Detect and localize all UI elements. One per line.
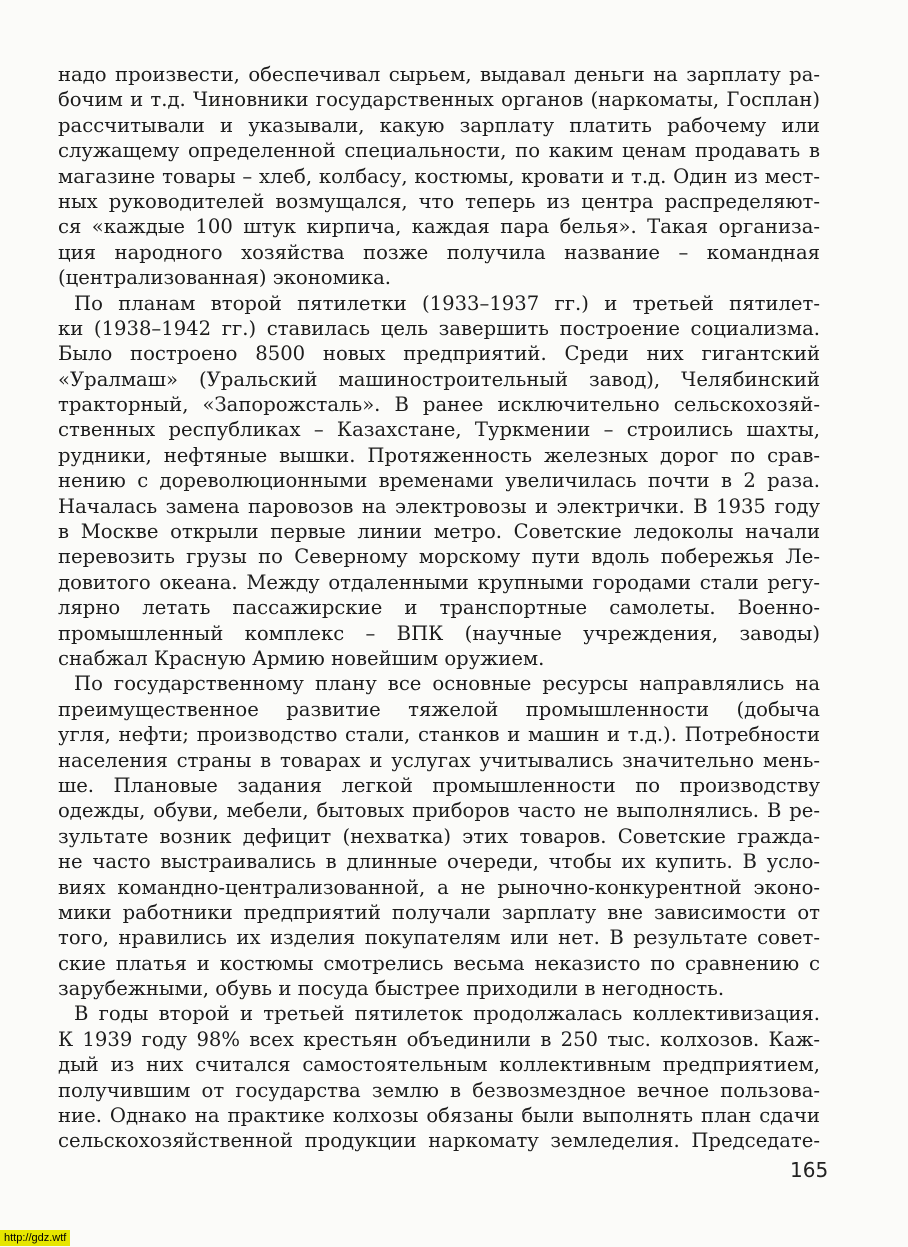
page-number: 165 xyxy=(790,1158,829,1182)
text-line: преимущественное развитие тяжелой промышленности (добыча xyxy=(58,697,820,721)
text-line: Было построено 8500 новых предприятий. Среди них гигантский xyxy=(58,342,820,366)
text-line: перевозить грузы по Северному морскому пути вдоль побережья Ле- xyxy=(58,545,820,569)
text-line: лярно летать пассажирские и транспортные самолеты. Военно- xyxy=(58,596,820,620)
text-line: довитого океана. Между отдаленными крупными городами стали регу- xyxy=(58,570,820,594)
text-line: в Москве открыли первые линии метро. Советские ледоколы начали xyxy=(58,520,820,544)
text-line: виях командно-централизованной, а не рыночно-конкурентной эконо- xyxy=(58,875,820,899)
text-line: снабжал Красную Армию новейшим оружием. xyxy=(58,646,545,670)
text-line: промышленный комплекс – ВПК (научные учреждения, заводы) xyxy=(58,621,820,645)
text-line: служащему определенной специальности, по каким ценам продавать в xyxy=(58,139,820,163)
text-line: ся «каждые 100 штук кирпича, каждая пара белья». Такая организа- xyxy=(58,215,820,239)
text-line: ки (1938–1942 гг.) ставилась цель завершить построение социализма. xyxy=(58,316,820,340)
text-line: По планам второй пятилетки (1933–1937 гг.) и третьей пятилет- xyxy=(74,291,820,315)
text-line: (централизованная) экономика. xyxy=(58,266,392,290)
text-line: рудники, нефтяные вышки. Протяженность железных дорог по срав- xyxy=(58,443,820,467)
text-line: населения страны в товарах и услугах учитывались значительно мень- xyxy=(58,748,820,772)
text-line: надо произвести, обеспечивал сырьем, выдавал деньги на зарплату ра- xyxy=(58,63,820,86)
text-line: нению с дореволюционными временами увеличилась почти в 2 раза. xyxy=(58,469,820,493)
text-line: ские платья и костюмы смотрелись весьма неказисто по сравнению с xyxy=(58,951,820,975)
text-line: дый из них считался самостоятельным коллективным предприятием, xyxy=(58,1053,820,1077)
text-line: По государственному плану все основные ресурсы направлялись на xyxy=(74,672,820,696)
text-line: одежды, обуви, мебели, бытовых приборов часто не выполнялись. В ре- xyxy=(58,799,820,823)
text-line: зультате возник дефицит (нехватка) этих товаров. Советские гражда- xyxy=(58,824,820,848)
text-line: бочим и т.д. Чиновники государственных органов (наркоматы, Госплан) xyxy=(58,88,820,112)
text-line: Началась замена паровозов на электровозы и электрички. В 1935 году xyxy=(58,494,820,518)
text-line: ственных республиках – Казахстане, Туркмении – строились шахты, xyxy=(58,418,820,442)
text-line: сельскохозяйственной продукции наркомату земледелия. Председате- xyxy=(58,1129,820,1153)
text-line: не часто выстраивались в длинные очереди, чтобы их купить. В усло- xyxy=(58,850,820,874)
text-line: мики работники предприятий получали зарплату вне зависимости от xyxy=(58,900,820,924)
main-text xyxy=(58,62,820,1154)
text-line: К 1939 году 98% всех крестьян объединили в 250 тыс. колхозов. Каж- xyxy=(58,1027,820,1051)
text-line: зарубежными, обувь и посуда быстрее приходили в негодность. xyxy=(58,977,725,1001)
text-line: «Уралмаш» (Уральский машиностроительный завод), Челябинский xyxy=(58,367,820,391)
text-line: того, нравились их изделия покупателям или нет. В результате совет- xyxy=(58,926,820,950)
text-line: рассчитывали и указывали, какую зарплату платить рабочему или xyxy=(58,113,820,137)
text-line: получившим от государства землю в безвозмездное вечное пользова- xyxy=(58,1078,820,1102)
text-line: ных руководителей возмущался, что теперь из центра распределяют- xyxy=(58,189,820,213)
text-line: ция народного хозяйства позже получила название – командная xyxy=(58,240,820,264)
watermark-link[interactable]: http://gdz.wtf xyxy=(0,1230,70,1246)
text-line: угля, нефти; производство стали, станков и машин и т.д.). Потребности xyxy=(58,723,820,747)
text-line: ше. Плановые задания легкой промышленности по производству xyxy=(58,773,820,797)
text-line: В годы второй и третьей пятилеток продолжалась коллективизация. xyxy=(74,1002,820,1026)
text-line: ние. Однако на практике колхозы обязаны были выполнять план сдачи xyxy=(58,1104,820,1128)
text-line: магазине товары – хлеб, колбасу, костюмы, кровати и т.д. Один из мест- xyxy=(58,164,820,188)
text-line: тракторный, «Запорожсталь». В ранее исключительно сельскохозяй- xyxy=(58,393,820,417)
